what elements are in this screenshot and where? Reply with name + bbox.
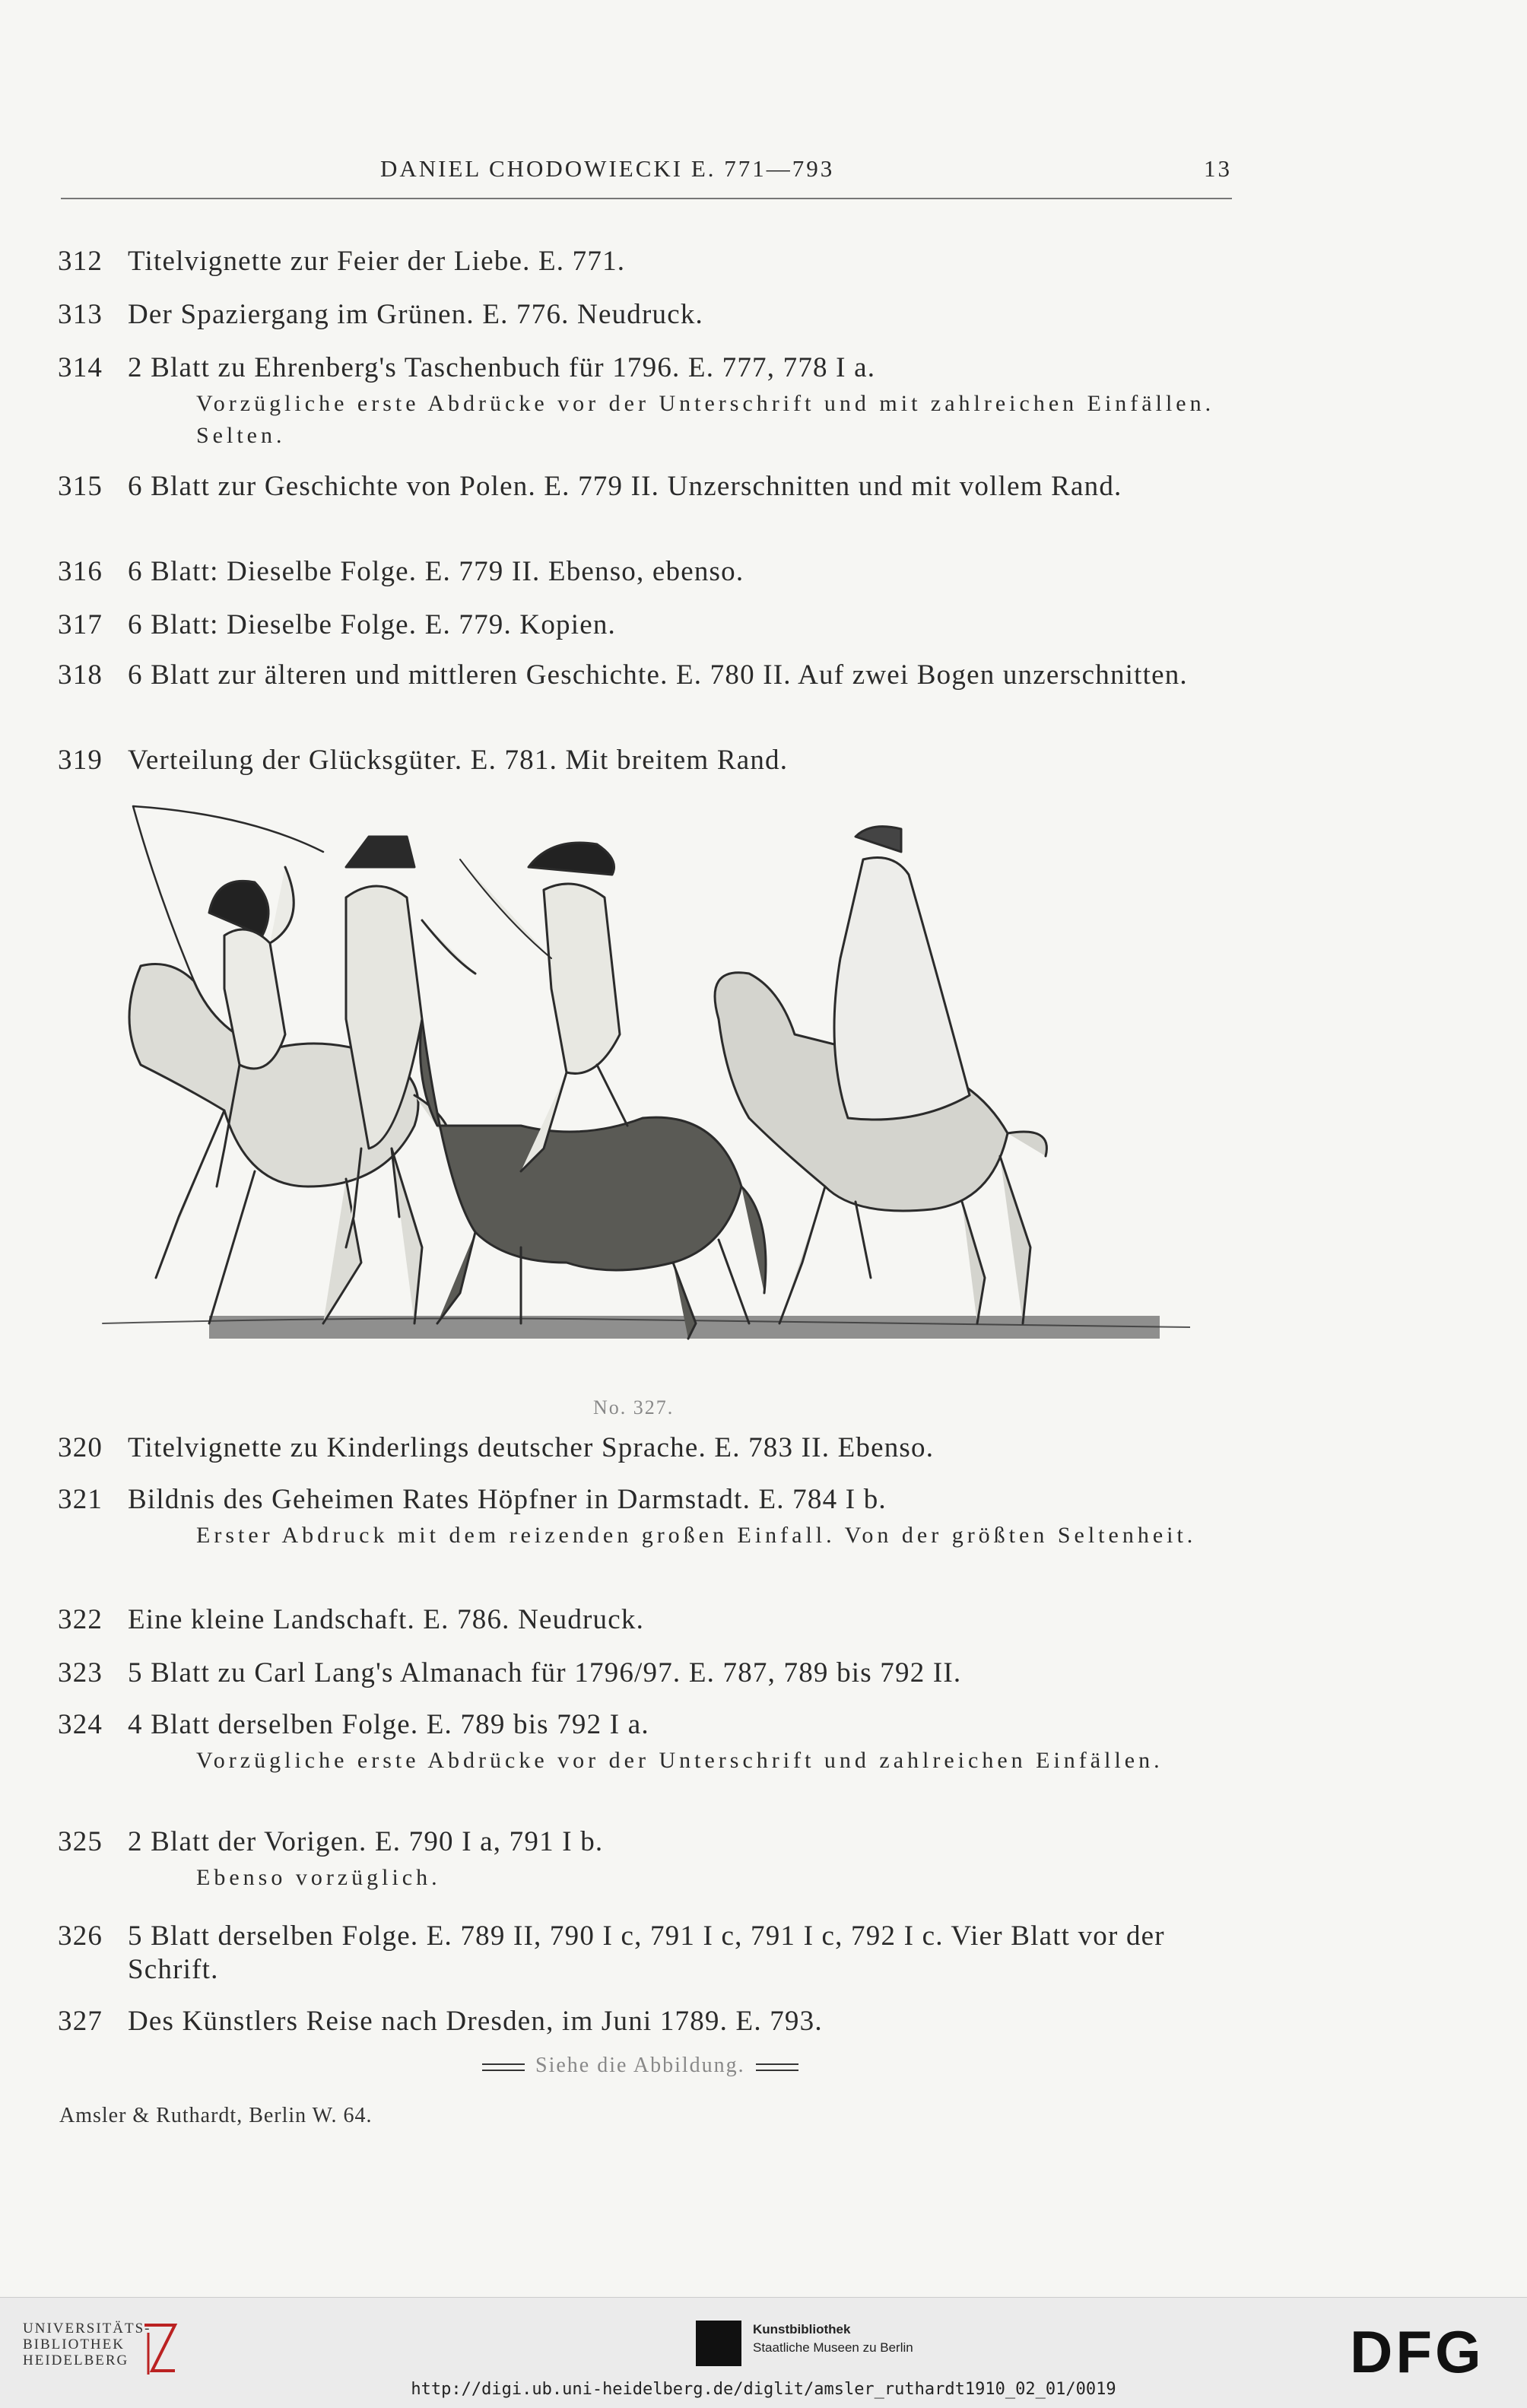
entry-text: Bildnis des Geheimen Rates Höpfner in Darmstadt. E. 784 I b. — [128, 1484, 887, 1515]
entry-number: 321 — [58, 1484, 103, 1515]
entry-number: 315 — [58, 471, 103, 502]
entry-number: 324 — [58, 1709, 103, 1740]
entry-number: 323 — [58, 1657, 103, 1688]
engraving-riders-illustration — [95, 791, 1190, 1392]
entry-text: 6 Blatt zur älteren und mittleren Geschichte. E. 780 II. Auf zwei Bogen unzerschnitten. — [128, 659, 1188, 691]
entry-text: Verteilung der Glücksgüter. E. 781. Mit breitem Rand. — [128, 745, 789, 776]
kunstbibliothek-name: Kunstbibliothek — [753, 2322, 851, 2337]
entry-number: 316 — [58, 556, 103, 587]
entry-text: 5 Blatt derselben Folge. E. 789 II, 790 I c, 791 I c, 791 I c, 792 I c. Vier Blatt vor der Schrift. — [128, 1920, 1165, 1985]
entry-text: Titelvignette zu Kinderlings deutscher Sprache. E. 783 II. Ebenso. — [128, 1432, 935, 1463]
permalink-url[interactable]: http://digi.ub.uni-heidelberg.de/diglit/amsler_ruthardt1910_02_01/0019 — [411, 2380, 1116, 2399]
entry-number: 325 — [58, 1826, 103, 1857]
kunstbibliothek-label — [753, 2321, 913, 2357]
figure-caption: No. 327. — [593, 1396, 675, 1418]
entry-text: 5 Blatt zu Carl Lang's Almanach für 1796/97. E. 787, 789 bis 792 II. — [128, 1657, 962, 1688]
entry-number: 319 — [58, 745, 103, 776]
university-line: HEIDELBERG — [23, 2352, 129, 2368]
entry-text: 2 Blatt der Vorigen. E. 790 I a, 791 I b. — [128, 1826, 604, 1857]
entry-text: Der Spaziergang im Grünen. E. 776. Neudruck. — [128, 299, 703, 330]
running-header — [61, 152, 1232, 199]
see-figure-note: Siehe die Abbildung. — [471, 2054, 809, 2078]
kunstbibliothek-subtitle: Staatliche Museen zu Berlin — [753, 2340, 913, 2355]
university-logo-icon[interactable] — [137, 2317, 183, 2378]
entry-note: Ebenso vorzüglich. — [196, 1865, 441, 1890]
entry-text: Des Künstlers Reise nach Dresden, im Juni 1789. E. 793. — [128, 2006, 823, 2037]
entry-number: 313 — [58, 299, 103, 330]
page-number: 13 — [1204, 155, 1232, 182]
entry-text: 2 Blatt zu Ehrenberg's Taschenbuch für 1796. E. 777, 778 I a. — [128, 352, 876, 383]
printer-imprint: Amsler & Ruthardt, Berlin W. 64. — [59, 2104, 373, 2127]
entry-note: Vorzügliche erste Abdrücke vor der Unterschrift und zahlreichen Einfällen. — [196, 1748, 1164, 1773]
entry-text: 6 Blatt zur Geschichte von Polen. E. 779 II. Unzerschnitten und mit vollem Rand. — [128, 471, 1122, 502]
entry-number: 326 — [58, 1920, 103, 1952]
entry-text: 6 Blatt: Dieselbe Folge. E. 779. Kopien. — [128, 609, 616, 640]
entry-number: 314 — [58, 352, 103, 383]
entry-number: 317 — [58, 609, 103, 640]
university-library-label[interactable] — [23, 2321, 151, 2368]
university-line: UNIVERSITÄTS- — [23, 2321, 151, 2337]
dfg-logo[interactable]: DFG — [1350, 2318, 1484, 2385]
university-line: BIBLIOTHEK — [23, 2337, 125, 2352]
entry-number: 320 — [58, 1432, 103, 1463]
entry-note: Erster Abdruck mit dem reizenden großen Einfall. Von der größten Seltenheit. — [196, 1523, 1197, 1548]
digitization-footer — [0, 2297, 1527, 2408]
entry-number: 318 — [58, 659, 103, 691]
entry-number: 312 — [58, 246, 103, 277]
header-title: DANIEL CHODOWIECKI E. 771—793 — [380, 155, 835, 182]
entry-number: 327 — [58, 2006, 103, 2037]
entry-number: 322 — [58, 1604, 103, 1635]
entry-note: Vorzügliche erste Abdrücke vor der Unterschrift und mit zahlreichen Einfällen. Selten. — [196, 391, 1215, 448]
entry-text: 4 Blatt derselben Folge. E. 789 bis 792 I a. — [128, 1709, 649, 1740]
kunstbibliothek-logo-icon[interactable] — [696, 2321, 741, 2366]
entry-text: 6 Blatt: Dieselbe Folge. E. 779 II. Ebenso, ebenso. — [128, 556, 744, 587]
entry-text: Titelvignette zur Feier der Liebe. E. 771. — [128, 246, 626, 277]
entry-text: Eine kleine Landschaft. E. 786. Neudruck. — [128, 1604, 645, 1635]
